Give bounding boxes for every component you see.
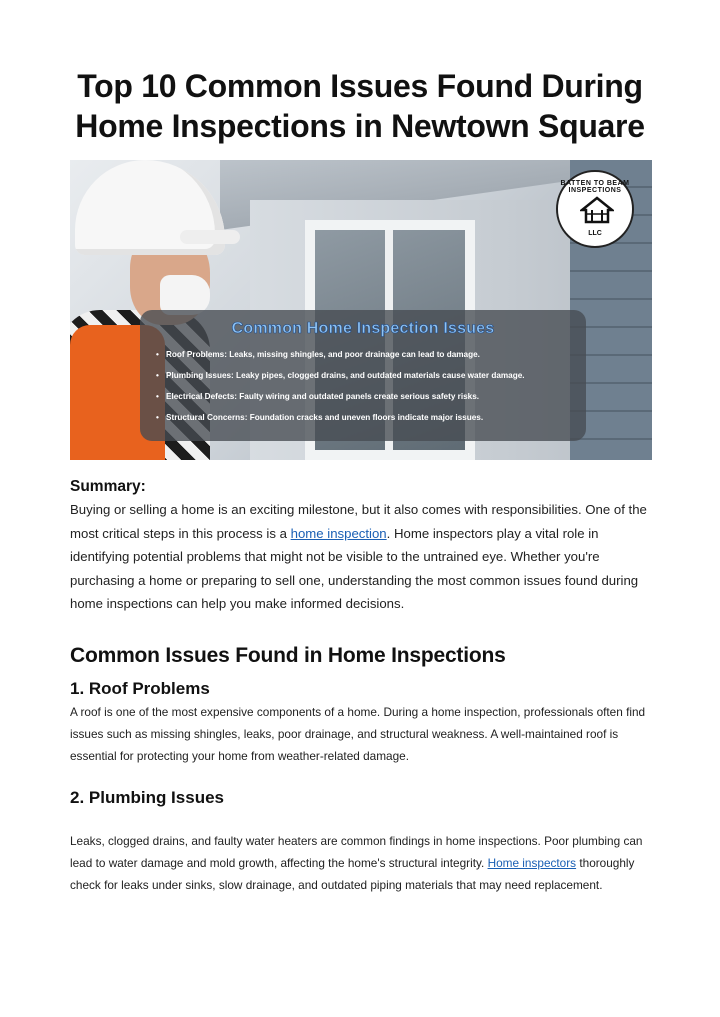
overlay-title: Common Home Inspection Issues bbox=[231, 320, 495, 337]
summary-paragraph bbox=[70, 498, 655, 616]
summary-text-before-link: Buying or selling a home is an exciting milestone, but it also comes with responsibilities. One of the most critical steps in this process is a bbox=[70, 502, 647, 541]
section-heading: Common Issues Found in Home Inspections bbox=[70, 644, 506, 667]
overlay-list-item: • Structural Concerns: Foundation cracks and uneven floors indicate major issues. bbox=[154, 407, 572, 428]
summary-heading: Summary: bbox=[70, 478, 146, 495]
plumbing-text-before-link: Leaks, clogged drains, and faulty water heaters are common findings in home inspections. Poor plumbing can lead to water damage and mold growth, affecting the home's structural integrity. bbox=[70, 834, 643, 870]
overlay-list-item: • Roof Problems: Leaks, missing shingles, and poor drainage can lead to damage. bbox=[154, 344, 572, 365]
logo-ring-text: BATTEN TO BEAM INSPECTIONS bbox=[560, 180, 630, 194]
overlay-list-item: • Plumbing Issues: Leaky pipes, clogged drains, and outdated materials cause water damage. bbox=[154, 365, 572, 386]
summary-text-after-link: . Home inspectors play a vital role in identifying potential problems that might not be visible to the untrained eye. Whether you're purchasing a home or preparing to sell one, understanding the most common issues found during home inspections can help you make informed decisions. bbox=[70, 525, 639, 612]
inspector-mask bbox=[160, 275, 210, 315]
plumbing-text-after-link: thoroughly check for leaks under sinks, slow drainage, and outdated piping materials that may need replacement. bbox=[70, 856, 635, 892]
issue-heading-roof: 1. Roof Problems bbox=[70, 679, 210, 698]
issue-paragraph-plumbing bbox=[70, 830, 655, 896]
home-inspection-link[interactable]: home inspection bbox=[290, 525, 387, 541]
logo-llc: LLC bbox=[588, 230, 602, 237]
overlay-list-item: • Electrical Defects: Faulty wiring and outdated panels create serious safety risks. bbox=[154, 386, 572, 407]
house-icon bbox=[580, 196, 614, 224]
hero-image bbox=[70, 160, 652, 460]
issue-heading-plumbing: 2. Plumbing Issues bbox=[70, 788, 224, 807]
hard-hat-brim bbox=[180, 230, 240, 244]
overlay-list bbox=[154, 344, 572, 428]
issues-overlay-panel bbox=[140, 310, 586, 441]
issue-paragraph-roof: A roof is one of the most expensive components of a home. During a home inspection, professionals often find issues such as missing shingles, leaks, poor drainage, and structural weakness. A well-maintained roof is essential for protecting your home from weather-related damage. bbox=[70, 705, 646, 763]
company-logo bbox=[556, 170, 634, 248]
home-inspectors-link[interactable]: Home inspectors bbox=[487, 856, 577, 870]
page-title: Top 10 Common Issues Found During Home Inspections in Newtown Square bbox=[75, 68, 645, 144]
